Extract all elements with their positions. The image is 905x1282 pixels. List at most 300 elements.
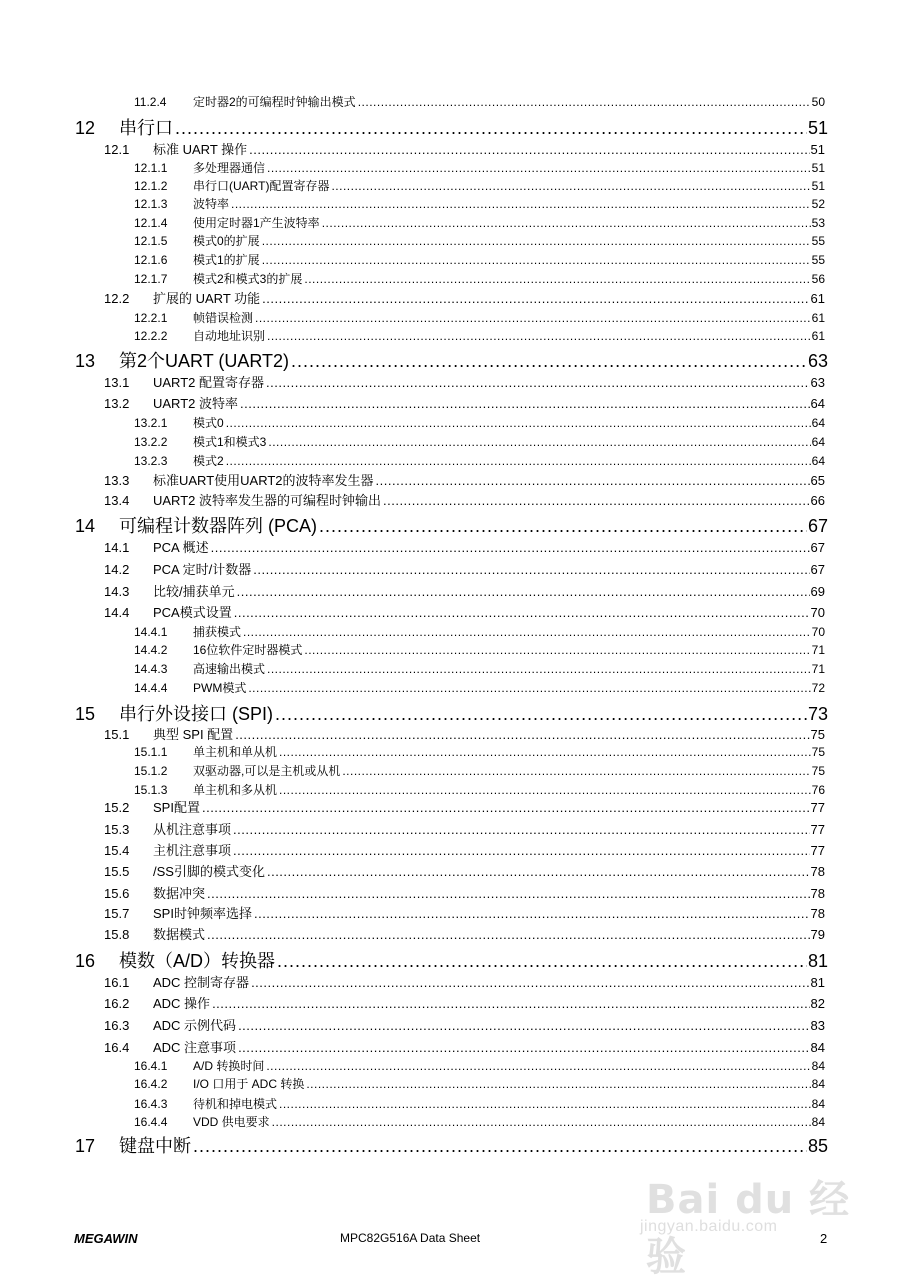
toc-dot-leader [262,253,811,268]
toc-entry-number: 14.4 [104,605,130,620]
toc-entry-number: 16.4.3 [134,1097,168,1111]
toc-entry-level-2[interactable] [0,1018,905,1034]
toc-entry-page: 77 [810,843,825,858]
toc-entry-page: 78 [810,864,825,879]
footer-document-title: MPC82G516A Data Sheet [340,1231,481,1245]
toc-entry-level-2[interactable] [0,975,905,991]
toc-entry-level-3[interactable] [0,329,905,344]
toc-entry-line [153,800,825,816]
toc-dot-leader [383,493,810,509]
toc-entry-title: 帧错误检测 [193,311,254,325]
toc-entry-title: ADC 操作 [153,996,211,1011]
toc-dot-leader [275,703,807,725]
toc-entry-line [153,975,825,991]
toc-entry-page: 52 [811,197,825,211]
toc-dot-leader [237,584,810,600]
toc-entry-title: 主机注意事项 [153,843,232,858]
toc-entry-level-2[interactable] [0,822,905,838]
toc-entry-line [193,253,825,268]
toc-entry-title: 第2个UART (UART2) [119,351,290,371]
toc-entry-level-3[interactable] [0,1097,905,1112]
toc-entry-level-3[interactable] [0,1077,905,1092]
toc-entry-level-3[interactable] [0,783,905,798]
toc-entry-title: 串行口 [119,118,173,138]
toc-entry-level-1[interactable] [0,703,905,725]
toc-entry-line [193,435,825,450]
toc-entry-page: 82 [810,996,825,1011]
toc-entry-level-2[interactable] [0,906,905,922]
toc-entry-level-3[interactable] [0,179,905,194]
toc-dot-leader [267,161,811,176]
toc-entry-level-3[interactable] [0,764,905,779]
toc-entry-title: 高速输出模式 [193,662,266,676]
toc-entry-number: 15.1.1 [134,745,168,759]
toc-entry-line [193,1059,825,1074]
toc-entry-level-2[interactable] [0,493,905,509]
toc-dot-leader [249,142,809,158]
toc-dot-leader [238,1040,809,1056]
toc-entry-line [153,822,825,838]
toc-entry-title: PCA 定时/计数器 [153,562,252,577]
toc-entry-number: 16.4.4 [134,1115,168,1129]
toc-entry-level-2[interactable] [0,291,905,307]
toc-entry-number: 14.4.3 [134,662,168,676]
toc-dot-leader [272,1115,811,1130]
toc-entry-number: 13.1 [104,375,130,390]
toc-entry-level-3[interactable] [0,435,905,450]
toc-entry-title: 定时器2的可编程时钟输出模式 [193,95,356,109]
toc-entry-level-3[interactable] [0,643,905,658]
toc-entry-line [193,745,825,760]
toc-dot-leader [322,216,811,231]
toc-entry-title: 波特率 [193,197,230,211]
toc-entry-line [153,843,825,859]
toc-entry-level-2[interactable] [0,843,905,859]
toc-entry-number: 15.1 [104,727,130,742]
toc-entry-line [119,350,828,372]
toc-entry-line [153,562,825,578]
toc-dot-leader [267,662,811,677]
toc-entry-line [119,703,828,725]
toc-entry-line [153,291,825,307]
toc-entry-page: 84 [811,1097,825,1111]
toc-entry-page: 64 [811,435,825,449]
toc-entry-number: 15.2 [104,800,130,815]
toc-entry-number: 14.4.2 [134,643,168,657]
toc-entry-line [153,906,825,922]
toc-entry-number: 12.1.1 [134,161,168,175]
toc-dot-leader [267,864,810,880]
toc-dot-leader [248,681,810,696]
toc-entry-number: 14.1 [104,540,130,555]
toc-entry-line [119,117,828,139]
toc-entry-level-1[interactable] [0,350,905,372]
toc-entry-title: 模式0 [193,416,224,430]
toc-entry-level-2[interactable] [0,1040,905,1056]
toc-entry-line [153,540,825,556]
toc-dot-leader [175,117,807,139]
toc-dot-leader [253,562,809,578]
toc-entry-title: 比较/捕获单元 [153,584,235,599]
toc-entry-number: 13.2 [104,396,130,411]
toc-entry-page: 84 [811,1059,825,1073]
toc-entry-line [153,396,825,412]
toc-entry-line [193,95,825,110]
toc-entry-line [193,311,825,326]
toc-entry-page: 65 [810,473,825,488]
toc-dot-leader [342,764,810,779]
toc-entry-line [153,927,825,943]
toc-entry-page: 55 [811,253,825,267]
toc-entry-line [153,142,825,158]
toc-dot-leader [211,540,810,556]
toc-entry-title: 模式1的扩展 [193,253,260,267]
toc-entry-page: 51 [811,179,825,193]
toc-entry-level-3[interactable] [0,161,905,176]
toc-entry-title: ADC 注意事项 [153,1040,237,1055]
toc-dot-leader [233,843,810,859]
toc-entry-page: 64 [811,416,825,430]
toc-entry-page: 76 [811,783,825,797]
toc-entry-number: 12 [75,118,96,138]
toc-dot-leader [207,886,810,902]
toc-entry-number: 15.5 [104,864,130,879]
toc-entry-page: 55 [811,234,825,248]
toc-entry-page: 64 [810,396,825,411]
toc-entry-title: 模数（A/D）转换器 [119,951,276,971]
toc-entry-level-2[interactable] [0,473,905,489]
toc-dot-leader [254,906,810,922]
toc-entry-level-2[interactable] [0,375,905,391]
toc-entry-number: 13.2.1 [134,416,168,430]
toc-entry-level-3[interactable] [0,416,905,431]
toc-entry-title: 模式0的扩展 [193,234,260,248]
toc-entry-number: 13.2.3 [134,454,168,468]
toc-dot-leader [255,311,811,326]
toc-entry-page: 63 [810,375,825,390]
watermark-url: jingyan.baidu.com [640,1218,778,1235]
toc-entry-level-2[interactable] [0,864,905,880]
toc-entry-level-2[interactable] [0,800,905,816]
toc-entry-line [153,886,825,902]
toc-entry-level-3[interactable] [0,216,905,231]
toc-entry-page: 61 [811,311,825,325]
toc-entry-level-3[interactable] [0,681,905,696]
toc-entry-line [153,1018,825,1034]
toc-dot-leader [226,416,811,431]
toc-entry-page: 85 [807,1136,828,1156]
toc-dot-leader [279,745,811,760]
toc-dot-leader [277,950,807,972]
toc-entry-title: 多处理器通信 [193,161,266,175]
toc-entry-number: 12.1.2 [134,179,168,193]
toc-dot-leader [266,1059,810,1074]
toc-entry-page: 64 [811,454,825,468]
toc-dot-leader [331,179,810,194]
toc-entry-title: 模式2和模式3的扩展 [193,272,303,286]
toc-entry-number: 15.6 [104,886,130,901]
toc-entry-title: SPI配置 [153,800,200,815]
toc-entry-level-3[interactable] [0,625,905,640]
toc-entry-level-3[interactable] [0,197,905,212]
toc-entry-number: 15 [75,704,96,724]
toc-entry-title: 可编程计数器阵列 (PCA) [119,516,317,536]
toc-entry-title: A/D 转换时间 [193,1059,265,1073]
toc-entry-page: 81 [810,975,825,990]
toc-entry-number: 15.1.3 [134,783,168,797]
toc-entry-title: VDD 供电要求 [193,1115,270,1129]
toc-entry-number: 15.1.2 [134,764,168,778]
toc-entry-number: 15.8 [104,927,130,942]
toc-entry-page: 78 [810,906,825,921]
toc-entry-title: 待机和掉电模式 [193,1097,278,1111]
toc-dot-leader [267,329,811,344]
toc-entry-title: 标准 UART 操作 [153,142,248,157]
toc-entry-level-2[interactable] [0,396,905,412]
toc-entry-title: 16位软件定时器模式 [193,643,303,657]
toc-entry-page: 83 [810,1018,825,1033]
toc-entry-number: 12.1.6 [134,253,168,267]
toc-entry-title: 数据冲突 [153,886,206,901]
toc-entry-level-1[interactable] [0,515,905,537]
toc-entry-page: 84 [811,1115,825,1129]
toc-entry-title: 使用定时器1产生波特率 [193,216,320,230]
toc-entry-title: 自动地址识别 [193,329,266,343]
toc-entry-number: 16.4 [104,1040,130,1055]
toc-entry-line [153,375,825,391]
toc-entry-number: 14 [75,516,96,536]
toc-entry-line [153,584,825,600]
toc-entry-number: 15.4 [104,843,130,858]
toc-entry-line [153,1040,825,1056]
toc-entry-page: 71 [811,643,825,657]
toc-entry-level-3[interactable] [0,311,905,326]
toc-entry-level-1[interactable] [0,950,905,972]
toc-entry-page: 73 [807,704,828,724]
toc-entry-title: 标准UART使用UART2的波特率发生器 [153,473,374,488]
toc-dot-leader [202,800,810,816]
toc-entry-line [193,216,825,231]
toc-dot-leader [291,350,807,372]
toc-entry-title: PCA 概述 [153,540,209,555]
toc-entry-level-1[interactable] [0,117,905,139]
toc-entry-level-2[interactable] [0,996,905,1012]
toc-entry-line [193,764,825,779]
toc-entry-page: 61 [811,329,825,343]
footer-brand: MEGAWIN [74,1231,138,1246]
toc-entry-number: 15.3 [104,822,130,837]
toc-entry-page: 72 [811,681,825,695]
toc-dot-leader [376,473,810,489]
toc-entry-level-2[interactable] [0,605,905,621]
toc-entry-line [153,473,825,489]
toc-entry-title: ADC 控制寄存器 [153,975,250,990]
toc-entry-number: 16.1 [104,975,130,990]
toc-entry-number: 16 [75,951,96,971]
toc-entry-page: 56 [811,272,825,286]
toc-entry-page: 50 [811,95,825,109]
toc-entry-title: UART2 波特率发生器的可编程时钟输出 [153,493,381,508]
toc-entry-title: 从机注意事项 [153,822,232,837]
toc-entry-page: 61 [810,291,825,306]
toc-dot-leader [212,996,809,1012]
toc-dot-leader [207,927,810,943]
toc-entry-page: 66 [810,493,825,508]
toc-dot-leader [279,783,811,798]
toc-dot-leader [238,1018,809,1034]
toc-entry-title: 捕获模式 [193,625,242,639]
toc-entry-line [193,1097,825,1112]
toc-entry-page: 71 [811,662,825,676]
toc-entry-page: 67 [810,540,825,555]
toc-entry-number: 14.2 [104,562,130,577]
toc-dot-leader [358,95,811,110]
toc-entry-line [193,454,825,469]
toc-entry-page: 51 [807,118,828,138]
toc-entry-line [153,996,825,1012]
toc-entry-page: 67 [807,516,828,536]
toc-entry-line [193,662,825,677]
toc-entry-number: 13.4 [104,493,130,508]
toc-entry-line [193,161,825,176]
toc-entry-number: 12.1.7 [134,272,168,286]
toc-entry-line [193,179,825,194]
toc-entry-line [193,416,825,431]
toc-entry-page: 51 [811,161,825,175]
toc-entry-page: 77 [810,800,825,815]
toc-dot-leader [262,291,809,307]
toc-entry-line [119,950,828,972]
toc-entry-number: 16.3 [104,1018,130,1033]
toc-entry-level-2[interactable] [0,562,905,578]
toc-dot-leader [319,515,807,537]
toc-dot-leader [240,396,810,412]
toc-entry-title: ADC 示例代码 [153,1018,237,1033]
toc-dot-leader [306,1077,810,1092]
toc-entry-page: 63 [807,351,828,371]
toc-entry-number: 16.4.2 [134,1077,168,1091]
toc-entry-level-2[interactable] [0,584,905,600]
toc-entry-page: 75 [811,745,825,759]
toc-entry-level-3[interactable] [0,95,905,110]
toc-entry-title: 模式1和模式3 [193,435,267,449]
toc-dot-leader [268,435,810,450]
toc-entry-number: 12.2.1 [134,311,168,325]
toc-entry-line [193,681,825,696]
toc-entry-level-3[interactable] [0,234,905,249]
toc-entry-level-2[interactable] [0,927,905,943]
toc-entry-number: 13.2.2 [134,435,168,449]
toc-entry-number: 13.3 [104,473,130,488]
toc-entry-page: 69 [810,584,825,599]
toc-entry-number: 16.2 [104,996,130,1011]
toc-entry-page: 81 [807,951,828,971]
toc-entry-line [193,1115,825,1130]
toc-entry-number: 12.1.5 [134,234,168,248]
toc-entry-line [193,329,825,344]
toc-entry-line [193,197,825,212]
toc-entry-title: UART2 波特率 [153,396,238,411]
toc-entry-title: I/O 口用于 ADC 转换 [193,1077,305,1091]
toc-dot-leader [304,272,810,287]
toc-dot-leader [231,197,811,212]
toc-entry-title: 串行口(UART)配置寄存器 [193,179,330,193]
toc-entry-level-3[interactable] [0,454,905,469]
toc-entry-number: 11.2.4 [134,95,167,109]
toc-entry-title: PWM模式 [193,681,247,695]
footer-page-number: 2 [820,1231,828,1246]
toc-entry-level-3[interactable] [0,745,905,760]
toc-entry-page: 79 [810,927,825,942]
toc-entry-number: 12.1.3 [134,197,168,211]
toc-entry-title: 单主机和单从机 [193,745,278,759]
toc-entry-number: 12.2.2 [134,329,168,343]
toc-dot-leader [304,643,810,658]
toc-entry-number: 16.4.1 [134,1059,168,1073]
toc-entry-title: SPI时钟频率选择 [153,906,252,921]
toc-entry-level-3[interactable] [0,253,905,268]
toc-entry-line [193,272,825,287]
toc-entry-title: UART2 配置寄存器 [153,375,264,390]
toc-entry-page: 84 [810,1040,825,1055]
toc-entry-level-2[interactable] [0,727,905,743]
toc-dot-leader [243,625,811,640]
toc-entry-number: 13 [75,351,96,371]
toc-entry-line [193,234,825,249]
toc-entry-line [153,605,825,621]
toc-entry-level-2[interactable] [0,540,905,556]
toc-entry-level-3[interactable] [0,272,905,287]
toc-entry-number: 14.3 [104,584,130,599]
toc-entry-level-3[interactable] [0,662,905,677]
toc-entry-line [193,783,825,798]
toc-entry-line [119,515,828,537]
toc-entry-title: 串行外设接口 (SPI) [119,704,274,724]
toc-entry-line [153,864,825,880]
toc-entry-title: 数据模式 [153,927,206,942]
toc-dot-leader [262,234,811,249]
toc-entry-number: 15.7 [104,906,130,921]
toc-entry-page: 75 [811,764,825,778]
baidu-jingyan-watermark [640,1150,860,1280]
toc-entry-level-2[interactable] [0,886,905,902]
toc-dot-leader [266,375,810,391]
toc-entry-level-3[interactable] [0,1115,905,1130]
toc-entry-level-2[interactable] [0,142,905,158]
toc-entry-line [193,643,825,658]
toc-entry-number: 14.4.4 [134,681,168,695]
toc-entry-line [193,625,825,640]
toc-entry-line [153,493,825,509]
toc-dot-leader [226,454,811,469]
toc-entry-number: 12.1 [104,142,130,157]
toc-dot-leader [251,975,809,991]
toc-entry-title: 典型 SPI 配置 [153,727,234,742]
toc-entry-level-3[interactable] [0,1059,905,1074]
toc-entry-page: 53 [811,216,825,230]
toc-entry-page: 70 [811,625,825,639]
toc-entry-line [193,1077,825,1092]
toc-entry-title: 单主机和多从机 [193,783,278,797]
toc-entry-page: 78 [810,886,825,901]
watermark-logo: Bai du 经验 [646,1177,851,1280]
toc-entry-title: PCA模式设置 [153,605,232,620]
toc-entry-title: 双驱动器,可以是主机或从机 [193,764,341,778]
toc-entry-title: /SS引脚的模式变化 [153,864,265,879]
toc-entry-page: 75 [810,727,825,742]
toc-entry-number: 17 [75,1136,96,1156]
toc-entry-title: 键盘中断 [119,1136,191,1156]
